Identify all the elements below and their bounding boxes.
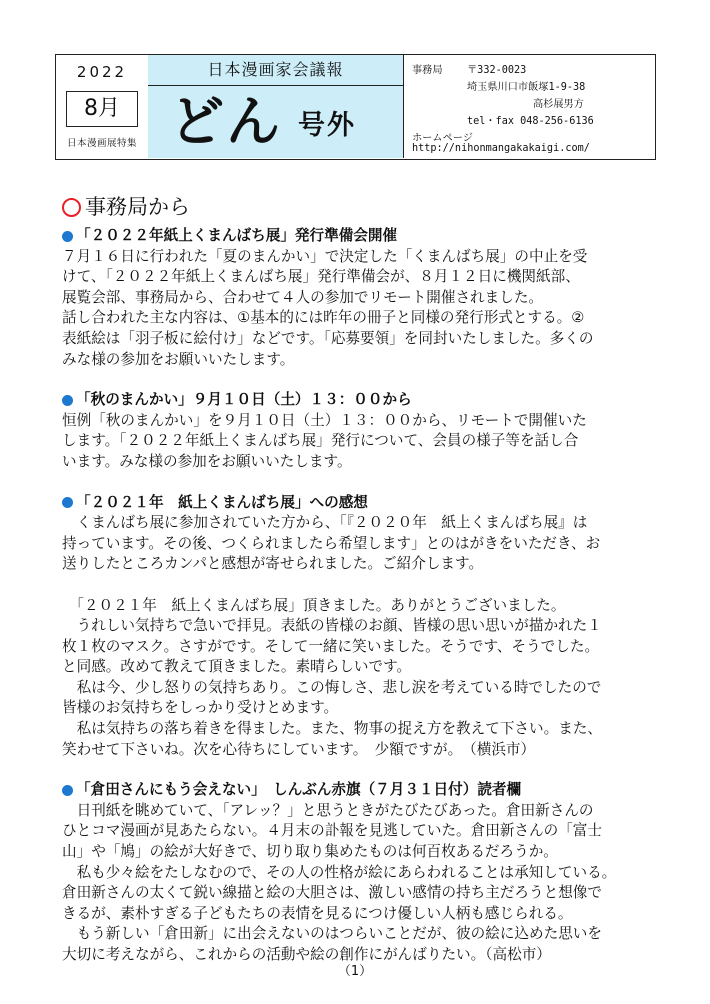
issue-month: 8月 (66, 91, 138, 127)
section-heading (62, 192, 662, 222)
body-line: みな様の参加をお願いいたします。 (62, 350, 295, 368)
body-line: 倉田新さんの太くて鋭い線描と絵の大胆さは、激しい感情の持ち主だろうと想像で (62, 884, 602, 902)
body-line: 枚１枚のマスク。さすがです。そして一緒に笑いました。そうです、そうでした。 (62, 637, 600, 655)
title-box (148, 55, 404, 158)
contact-name: 高杉展男方 (533, 99, 584, 110)
office-label: 事務局 (412, 65, 443, 76)
blue-dot-icon (62, 785, 73, 796)
office-address: 埼玉県川口市飯塚1-9-38 (467, 82, 586, 93)
body-line: 恒例「秋のまんかい」を９月１０日（土）１３：００から、リモートで開催いた (62, 411, 587, 429)
article (62, 493, 662, 761)
special-issue-label: 日本漫画展特集 (66, 138, 137, 149)
blue-dot-icon (62, 395, 73, 406)
body-line: もう新しい「倉田新」に出会えないのはつらいことだが、彼の絵に込めた思いを (62, 925, 602, 943)
issue-year: 2022 (76, 63, 128, 81)
body-line: 持っています。その後、つくられましたら希望します」とのはがきをいただき、お (62, 534, 601, 552)
article (62, 780, 662, 965)
blue-dot-icon (62, 231, 73, 242)
article-title (62, 226, 662, 247)
article-title-text: 「２０２２年紙上くまんばち展」発行準備会開催 (76, 227, 398, 244)
body-line: 表紙絵は「羽子板に絵付け」などです。「応募要領」を同封いたしました。多くの (62, 329, 594, 347)
body-line: 私も少々絵をたしなむので、その人の性格が絵にあらわれることは承知している。 (62, 863, 617, 881)
logo (148, 86, 403, 158)
article-title (62, 390, 662, 411)
phone-fax: tel・fax 048-256-6136 (467, 116, 594, 127)
body-line: 大切に考えながら、これからの活動や絵の創作にがんばりたい。（高松市） (62, 946, 551, 963)
article-title (62, 780, 662, 801)
article-body (62, 411, 662, 473)
article (62, 390, 662, 472)
red-circle-icon (62, 198, 81, 217)
body-line: 話し合われた主な内容は、①基本的には昨年の冊子と同様の発行形式とする。② (62, 309, 585, 327)
body-line: 私は気持ちの落ち着きを得ました。また、物事の捉え方を教えて下さい。また、 (62, 720, 602, 738)
body-line: うれしい気持ちで急いで拝見。表紙の皆様のお顔、皆様の思い思いが描かれた１ (62, 617, 602, 635)
logo-main-text: どん (170, 90, 282, 153)
section-title-text: 事務局から (85, 195, 190, 219)
body-line: と同感。改めて教えて頂きました。素晴らしいです。 (62, 658, 412, 676)
body-line: ひとコマ漫画が見あたらない。４月末の訃報を見逃していた。倉田新さんの「富士 (62, 822, 602, 840)
article-title (62, 493, 662, 514)
homepage-url[interactable]: http://nihonmangakakaigi.com/ (412, 143, 590, 154)
body-line: くまんばち展に参加されていた方から、「『２０２０年 紙上くまんばち展』は (62, 514, 588, 532)
office-info (403, 55, 654, 158)
article (62, 226, 662, 370)
body-line: けて、「２０２２年紙上くまんばち展」発行準備会が、８月１２日に機関紙部、 (62, 268, 580, 286)
article-title-text: 「秋のまんかい」９月１０日（土）１３：００から (76, 391, 412, 409)
body-line (62, 575, 662, 596)
body-line: 日刊紙を眺めていて、「アレッ？」と思うときがたびたびあった。倉田新さんの (62, 801, 594, 819)
body-line: 「２０２１年 紙上くまんばち展」頂きました。ありがとうございました。 (62, 596, 566, 614)
page-number: （1） (337, 964, 373, 979)
body-line: 山」や「鳩」の絵が大好きで、切り取り集めたものは何百枚あるだろうか。 (62, 843, 558, 861)
masthead (55, 54, 656, 160)
body-line: 笑わせて下さいね。次を心待ちにしています。 少額ですが。 （横浜市） (62, 740, 536, 758)
body-line: ７月１６日に行われた「夏のまんかい」で決定した「くまんばち展」の中止を受 (62, 247, 588, 265)
body-line: きるが、素朴すぎる子どもたちの表情を見るにつけ優しい人柄も感じられる。 (62, 904, 573, 922)
homepage-label: ホームページ (412, 133, 473, 144)
main-content (62, 192, 662, 966)
article-body (62, 801, 662, 966)
body-line: 送りしたところカンパと感想が寄せられました。ご紹介します。 (62, 555, 484, 573)
blue-dot-icon (62, 497, 73, 508)
paper-name: 日本漫画家会議報 (148, 55, 403, 86)
body-line: します。「２０２２年紙上くまんばち展」発行について、会員の様子等を話し合 (62, 432, 579, 450)
issue-date-box (56, 55, 149, 158)
article-title-text: 「倉田さんにもう会えない」 しんぶん赤旗（７月３１日付）読者欄 (76, 781, 522, 799)
body-line: 皆様のお気持ちをしっかり受けとめます。 (62, 699, 339, 717)
article-body (62, 247, 662, 371)
body-line: 展覧会部、事務局から、合わせて４人の参加でリモート開催されました。 (62, 288, 544, 306)
article-body (62, 513, 662, 760)
body-line: います。みな様の参加をお願いいたします。 (62, 452, 352, 470)
body-line: 私は今、少し怒りの気持ちあり。この悔しさ、悲し涙を考えている時でしたので (62, 678, 602, 696)
logo-sub-text: 号外 (298, 110, 356, 141)
article-title-text: 「２０２１年 紙上くまんばち展」への感想 (76, 493, 368, 511)
postal-code: 〒332-0023 (467, 65, 527, 76)
